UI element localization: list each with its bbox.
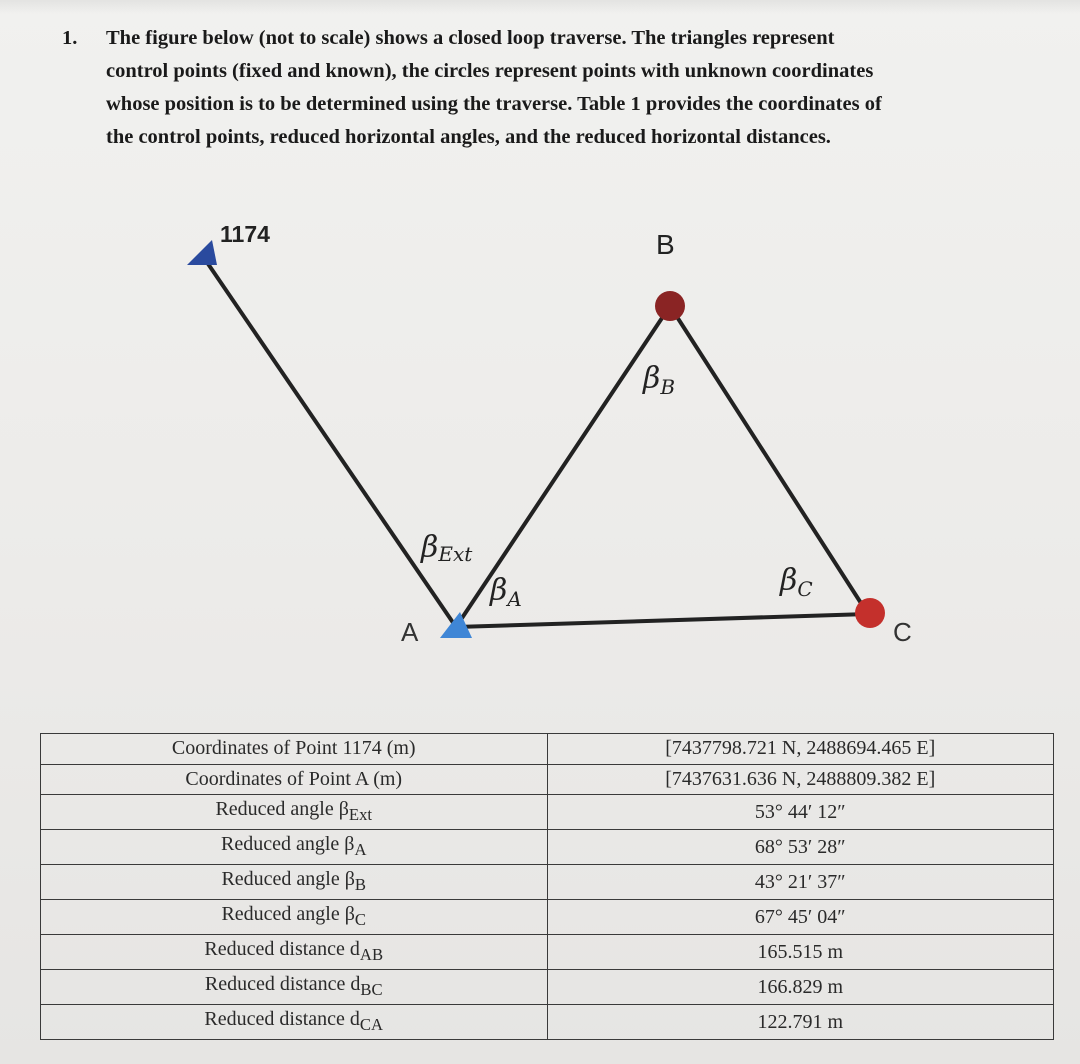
row-label-text: Reduced angle β: [221, 903, 355, 925]
row-label-sub: B: [354, 875, 367, 894]
row-label: [41, 795, 548, 830]
traverse-data-table: [40, 733, 1054, 1040]
unknown-point-c-icon: [855, 598, 885, 628]
table-1: [40, 733, 1054, 1040]
label-beta-ext: [420, 530, 473, 566]
row-label: [41, 865, 548, 900]
row-label-sub: C: [354, 910, 367, 929]
table-row: [41, 900, 1054, 935]
table-row: [41, 830, 1054, 865]
row-label: [41, 1005, 548, 1040]
control-point-1174-icon: [187, 240, 217, 265]
row-value: 67° 45′ 04″: [547, 900, 1054, 935]
row-label: [41, 935, 548, 970]
row-value: 68° 53′ 28″: [547, 830, 1054, 865]
question-line-4: the control points, reduced horizontal angles, and the reduced horizontal distances.: [106, 126, 831, 148]
line-b-c: [670, 306, 868, 614]
beta-c-sub: C: [797, 577, 813, 601]
beta-c-symbol: β: [780, 563, 798, 598]
question-line-2: control points (fixed and known), the circles represent points with unknown coordinates: [106, 60, 874, 82]
row-label: Coordinates of Point 1174 (m): [41, 734, 548, 765]
line-a-c: [456, 614, 868, 627]
row-label-sub: CA: [359, 1015, 384, 1034]
row-label: [41, 900, 548, 935]
beta-a-sub: A: [507, 587, 522, 611]
row-label-sub: Ext: [348, 805, 373, 824]
label-1174: 1174: [220, 221, 270, 247]
label-beta-c: [779, 563, 813, 601]
table-row: [41, 734, 1054, 765]
label-beta-b: [642, 361, 675, 399]
table-row: [41, 764, 1054, 795]
row-label-sub: A: [354, 840, 367, 859]
label-a: A: [401, 617, 419, 647]
table-row: [41, 1005, 1054, 1040]
table-row: [41, 865, 1054, 900]
row-label-text: Reduced distance d: [204, 1008, 360, 1030]
line-a-b: [456, 306, 670, 627]
line-1174-a: [202, 255, 456, 627]
beta-ext-symbol: β: [421, 530, 439, 565]
row-label-sub: AB: [359, 945, 384, 964]
unknown-point-b-icon: [655, 291, 685, 321]
beta-a-symbol: β: [490, 573, 508, 608]
row-value: [7437798.721 N, 2488694.465 E]: [547, 734, 1054, 765]
row-label: [41, 970, 548, 1005]
question-line-1: The figure below (not to scale) shows a closed loop traverse. The triangles represent: [106, 27, 835, 49]
row-label-sub: BC: [360, 980, 383, 999]
row-label: [41, 830, 548, 865]
question-number: 1.: [62, 27, 78, 49]
row-label-text: Reduced angle β: [221, 833, 355, 855]
row-value: 53° 44′ 12″: [547, 795, 1054, 830]
label-beta-a: [489, 573, 522, 611]
row-label: Coordinates of Point A (m): [41, 764, 548, 795]
row-value: 166.829 m: [547, 970, 1054, 1005]
row-value: 122.791 m: [547, 1005, 1054, 1040]
row-value: 165.515 m: [547, 935, 1054, 970]
row-label-text: Reduced distance d: [204, 938, 360, 960]
row-value: [7437631.636 N, 2488809.382 E]: [547, 764, 1054, 795]
beta-b-symbol: β: [643, 361, 661, 396]
table-row: [41, 970, 1054, 1005]
question-line-3: whose position is to be determined using the traverse. Table 1 provides the coordinates of: [106, 93, 882, 115]
row-label-text: Reduced angle β: [215, 798, 349, 820]
table-row: [41, 795, 1054, 830]
beta-b-sub: B: [660, 375, 676, 399]
table-row: [41, 935, 1054, 970]
row-label-text: Reduced angle β: [221, 868, 355, 890]
row-label-text: Reduced distance d: [204, 973, 361, 995]
row-value: 43° 21′ 37″: [547, 865, 1054, 900]
label-b: B: [656, 229, 675, 260]
beta-ext-sub: Ext: [438, 542, 473, 566]
label-c: C: [893, 617, 912, 647]
